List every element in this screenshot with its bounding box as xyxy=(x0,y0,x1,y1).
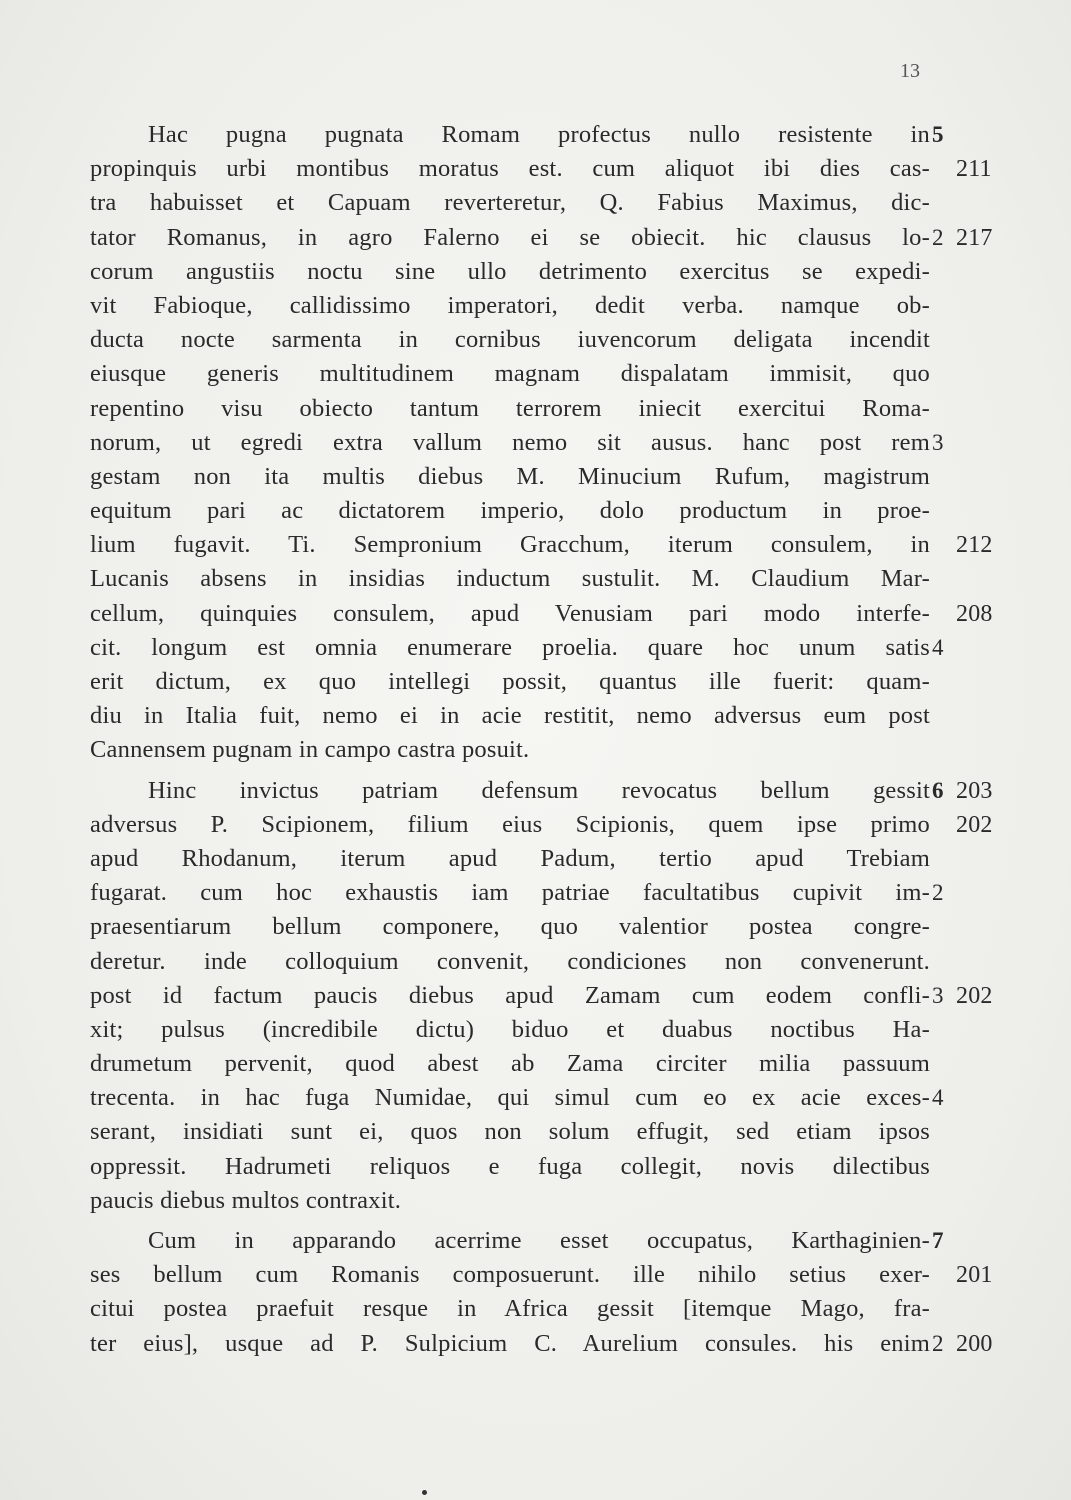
text-line xyxy=(90,255,930,289)
line-text: norum, ut egredi extra vallum nemo sit ausus. hanc post rem xyxy=(90,428,930,456)
line-text: apud Rhodanum, iterum apud Padum, tertio apud Trebiam xyxy=(90,844,930,872)
section-number: 2 xyxy=(932,1330,944,1356)
margin-year: 200 xyxy=(956,1330,993,1357)
margin-year: 217 xyxy=(956,224,993,251)
line-text: equitum pari ac dictatorem imperio, dolo productum in proe- xyxy=(90,497,930,525)
text-line xyxy=(90,910,930,944)
line-text: praesentiarum bellum componere, quo valentior postea congre- xyxy=(90,913,930,941)
text-line xyxy=(90,426,944,460)
text-line xyxy=(90,699,930,733)
text-line xyxy=(90,979,993,1013)
text-line xyxy=(90,1150,930,1184)
line-text: cit. longum est omnia enumerare proelia. quare hoc unum satis xyxy=(90,633,930,661)
line-text: Hinc invictus patriam defensum revocatus bellum gessit xyxy=(148,776,930,804)
section-number: 7 xyxy=(932,1228,944,1253)
line-text: erit dictum, ex quo intellegi possit, quantus ille fuerit: quam- xyxy=(90,668,930,695)
line-text: paucis diebus multos contraxit. xyxy=(90,1186,402,1214)
text-line xyxy=(90,289,930,323)
line-text: trecenta. in hac fuga Numidae, qui simul cum eo ex acie exces- xyxy=(90,1084,930,1112)
section-number: 2 xyxy=(932,880,944,906)
text-line xyxy=(90,528,993,562)
line-text: citui postea praefuit resque in Africa gessit [itemque Mago, fra- xyxy=(90,1295,930,1323)
line-text: tator Romanus, in agro Falerno ei se obiecit. hic clausus lo- xyxy=(90,223,930,251)
text-line xyxy=(90,1224,944,1258)
section-number: 3 xyxy=(932,429,944,455)
section-number: 6 xyxy=(932,777,944,803)
text-line xyxy=(90,1047,930,1081)
text-line xyxy=(90,876,944,910)
text-line xyxy=(90,357,930,391)
margin-year: 202 xyxy=(956,982,993,1009)
line-text: ducta nocte sarmenta in cornibus iuvencorum deligata incendit xyxy=(90,326,930,354)
text-line xyxy=(90,665,930,699)
text-column xyxy=(90,118,993,1361)
text-line xyxy=(90,808,993,842)
line-text: ses bellum cum Romanis composuerunt. ille nihilo setius exer- xyxy=(90,1261,930,1289)
text-line xyxy=(90,597,993,631)
line-text: adversus P. Scipionem, filium eius Scipionis, quem ipse primo xyxy=(90,810,930,838)
line-text: vit Fabioque, callidissimo imperatori, dedit verba. namque ob- xyxy=(90,291,930,319)
text-line xyxy=(90,1258,993,1292)
text-line xyxy=(90,221,993,255)
text-line xyxy=(90,774,993,808)
text-line xyxy=(90,1292,930,1326)
line-text: lium fugavit. Ti. Sempronium Gracchum, iterum consulem, in xyxy=(90,531,930,559)
text-line xyxy=(90,842,930,876)
line-text: Cannensem pugnam in campo castra posuit. xyxy=(90,736,530,764)
section-number: 2 xyxy=(932,224,944,250)
line-text: propinquis urbi montibus moratus est. cum aliquot ibi dies cas- xyxy=(90,155,930,183)
text-line xyxy=(90,323,930,357)
section-number: 3 xyxy=(932,982,944,1008)
line-text: xit; pulsus (incredibile dictu) biduo et duabus noctibus Ha- xyxy=(90,1015,930,1043)
margin-year: 208 xyxy=(956,600,993,627)
line-text: Hac pugna pugnata Romam profectus nullo resistente in xyxy=(148,121,930,148)
margin-year: 203 xyxy=(956,777,993,804)
line-text: serant, insidiati sunt ei, quos non solum effugit, sed etiam ipsos xyxy=(90,1118,930,1146)
text-line xyxy=(90,152,992,186)
line-text: Lucanis absens in insidias inductum sustulit. M. Claudium Mar- xyxy=(90,565,930,593)
text-line xyxy=(90,733,930,767)
ink-speck xyxy=(422,1490,427,1495)
line-text: diu in Italia fuit, nemo ei in acie restitit, nemo adversus eum post xyxy=(90,702,930,730)
text-line xyxy=(90,186,930,220)
line-text: fugarat. cum hoc exhaustis iam patriae facultatibus cupivit im- xyxy=(90,879,930,907)
text-line xyxy=(90,118,944,152)
line-text: cellum, quinquies consulem, apud Venusiam pari modo interfe- xyxy=(90,599,930,627)
text-line xyxy=(90,945,930,979)
line-text: drumetum pervenit, quod abest ab Zama circiter milia passuum xyxy=(90,1050,930,1078)
margin-year: 211 xyxy=(956,156,992,183)
margin-year: 202 xyxy=(956,811,993,838)
text-line xyxy=(90,494,930,528)
text-line xyxy=(90,392,930,426)
margin-year: 201 xyxy=(956,1262,993,1289)
section-number: 5 xyxy=(932,122,944,147)
line-text: oppressit. Hadrumeti reliquos e fuga collegit, novis dilectibus xyxy=(90,1152,930,1180)
line-text: repentino visu obiecto tantum terrorem iniecit exercitui Roma- xyxy=(90,394,930,422)
line-text: Cum in apparando acerrime esset occupatus, Karthaginien- xyxy=(148,1227,930,1254)
line-text: eiusque generis multitudinem magnam dispalatam immisit, quo xyxy=(90,360,930,388)
text-line xyxy=(90,562,930,596)
line-text: deretur. inde colloquium convenit, condiciones non convenerunt. xyxy=(90,947,930,975)
section-number: 4 xyxy=(932,1085,944,1111)
section-number: 4 xyxy=(932,634,944,660)
line-text: tra habuisset et Capuam reverteretur, Q. Fabius Maximus, dic- xyxy=(90,189,930,217)
text-line xyxy=(90,631,944,665)
line-text: post id factum paucis diebus apud Zamam cum eodem confli- xyxy=(90,981,930,1009)
line-text: ter eius], usque ad P. Sulpicium C. Aurelium consules. his enim xyxy=(90,1329,930,1357)
line-text: gestam non ita multis diebus M. Minucium Rufum, magistrum xyxy=(90,462,930,490)
text-line xyxy=(90,1013,930,1047)
text-line xyxy=(90,1115,930,1149)
text-line xyxy=(90,1081,944,1115)
text-line xyxy=(90,460,930,494)
text-line xyxy=(90,1327,993,1361)
margin-year: 212 xyxy=(956,532,993,559)
line-text: corum angustiis noctu sine ullo detrimento exercitus se expedi- xyxy=(90,257,930,285)
text-line xyxy=(90,1184,930,1218)
page-number: 13 xyxy=(900,60,920,82)
